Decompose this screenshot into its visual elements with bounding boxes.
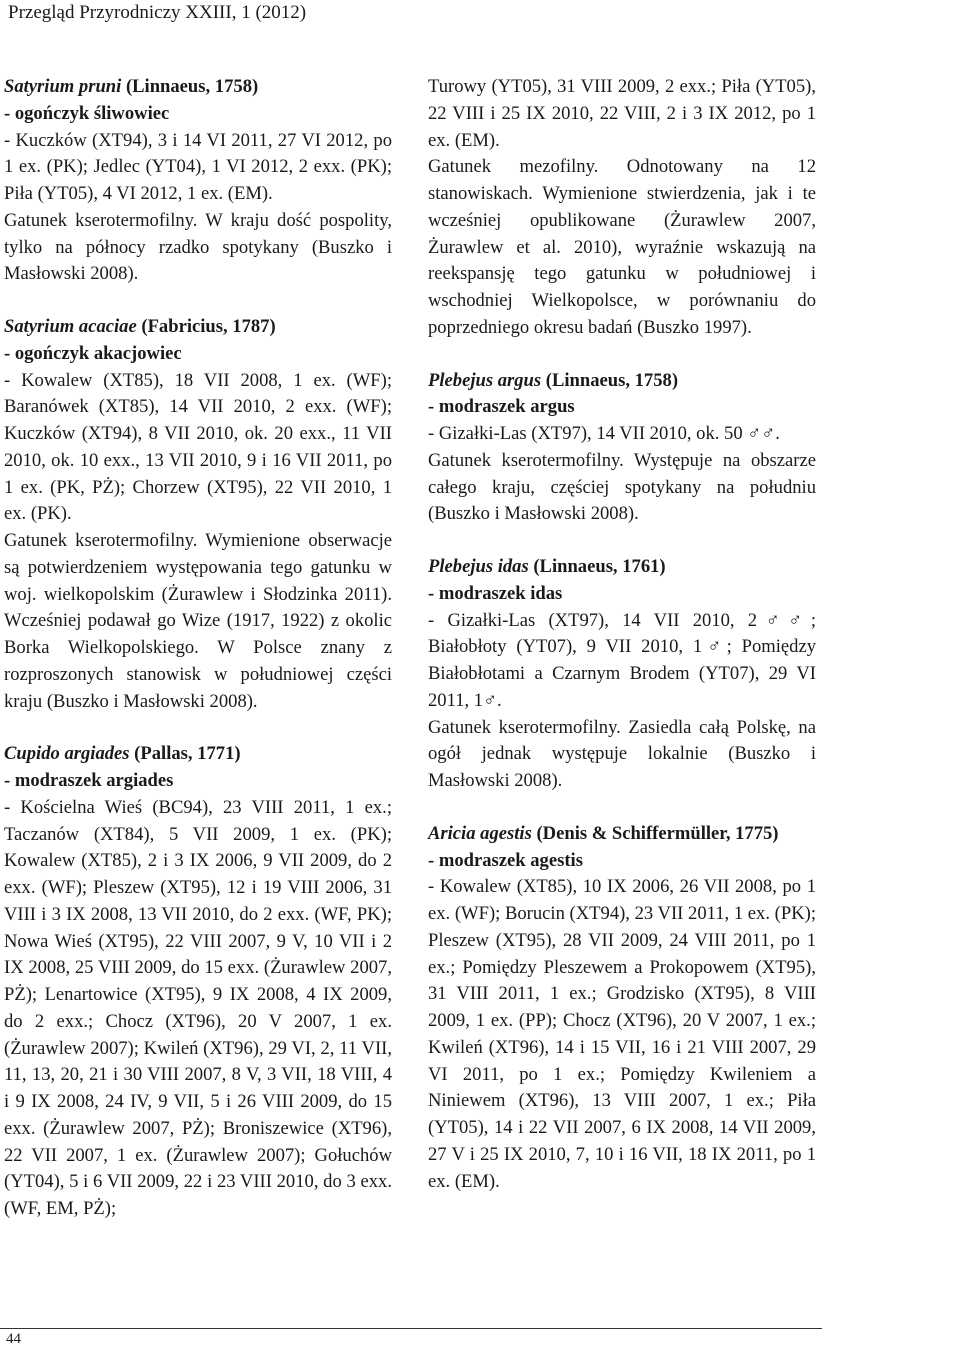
footer-rule: [0, 1328, 822, 1329]
common-name: - ogończyk akacjowiec: [4, 342, 182, 364]
species-entry: [4, 741, 392, 1223]
note-text: Gatunek kserotermofilny. Występuje na obszarze całego kraju, częściej spotykany na południu (Buszko i Masłowski 2008).: [428, 449, 816, 525]
species-entry: [428, 821, 816, 1196]
species-name: Cupido argiades: [4, 743, 130, 765]
note-text: Gatunek kserotermofilny. Zasiedla całą Polskę, na ogół jednak występuje lokalnie (Buszko i Masłowski 2008).: [428, 716, 816, 791]
records-text: - Gizałki-Las (XT97), 14 VII 2010, 2♂♂; Białobłoty (YT07), 9 VII 2010, 1♂; Pomiędzy Białobłotami a Czarnym Brodem (YT07), 29 VI 2011, 1♂.: [428, 609, 816, 711]
page-number: 44: [6, 1331, 21, 1347]
right-column: [428, 74, 816, 1221]
species-name: Aricia agestis: [428, 822, 532, 844]
species-entry: [4, 314, 392, 715]
species-heading: [428, 821, 816, 848]
species-entry: [428, 554, 816, 795]
common-name: - modraszek argus: [428, 396, 575, 418]
common-name: - modraszek idas: [428, 582, 563, 604]
species-name: Plebejus argus: [428, 369, 542, 391]
common-name: - modraszek argiades: [4, 770, 174, 791]
note-text: Gatunek mezofilny. Odnotowany na 12 stanowiskach. Wymienione stwierdzenia, jak i te wcześniej opublikowane (Żurawlew 2007, Żurawlew et al. 2010), wyraźnie wskazują na reekspansję tego gatunku w południowej i wschodniej Wielkopolsce, w porównaniu do poprzedniego okresu badań (Buszko 1997).: [428, 156, 816, 338]
left-column: [4, 74, 392, 1249]
species-heading: [428, 368, 816, 395]
records-text: - Gizałki-Las (XT97), 14 VII 2010, ok. 50 ♂♂.: [428, 423, 780, 444]
species-heading: [4, 314, 392, 341]
records-text: - Kuczków (XT94), 3 i 14 VI 2011, 27 VI 2012, po 1 ex. (PK); Jedlec (YT04), 1 VI 2012, 2 exx. (PK); Piła (YT05), 4 VI 2012, 1 ex. (EM).: [4, 129, 392, 204]
species-author: (Fabricius, 1787): [136, 316, 276, 337]
species-author: (Linnaeus, 1761): [528, 556, 666, 577]
species-author: (Linnaeus, 1758): [121, 76, 259, 97]
records-text: - Kowalew (XT85), 18 VII 2008, 1 ex. (WF); Baranówek (XT85), 14 VII 2010, 2 exx. (WF); Kuczków (XT94), 8 VII 2010, ok. 20 exx., 11 VII 2010, ok. 10 exx., 13 VII 2010, 9 i 16 VII 2011, po 1 ex. (PK, PŻ); Chorzew (XT95), 22 VII 2010, 1 ex. (PK).: [4, 369, 392, 525]
records-text: - Kowalew (XT85), 10 IX 2006, 26 VII 2008, po 1 ex. (WF); Borucin (XT94), 23 VII 2011, 1 ex. (PK); Pleszew (XT95), 28 VII 2009, 24 VIII 2011, po 1 ex.; Pomiędzy Pleszewem a Prokopowem (XT95), 31 VIII 2011, 1 ex.; Grodzisko (XT95), 8 VIII 2009, 1 ex. (PP); Chocz (XT96), 20 V 2007, 1 ex.; Kwileń (XT96), 14 i 15 VII, 16 i 21 VIII 2007, 29 VI 2011, po 1 ex.; Pomiędzy Kwileniem a Niniewem (XT96), 13 VIII 2007, 1 ex.; Piła (YT05), 14 i 22 VII 2007, 6 IX 2008, 14 VII 2009, 27 V i 25 IX 2010, 7, 10 i 16 VII, 18 IX 2011, po 1 ex. (EM).: [428, 876, 816, 1192]
species-name: Satyrium acaciae: [4, 316, 137, 337]
common-name: - modraszek agestis: [428, 849, 583, 871]
species-author: (Linnaeus, 1758): [541, 369, 679, 391]
records-text: - Kościelna Wieś (BC94), 23 VIII 2011, 1 ex.; Taczanów (XT84), 5 VII 2009, 1 ex. (PK); Kowalew (XT85), 2 i 3 IX 2006, 9 VII 2009, do 2 exx. (WF); Pleszew (XT95), 12 i 19 VIII 2006, 31 VIII i 3 IX 2008, 13 VII 2010, do 2 exx. (WF, PK); Nowa Wieś (XT95), 22 VIII 2007, 9 V, 10 VII i 2 IX 2008, 25 VIII 2009, do 15 exx. (Żurawlew 2007, PŻ); Lenartowice (XT95), 9 IX 2008, 4 IX 2009, do 2 exx.; Chocz (XT96), 20 V 2007, 1 ex. (Żurawlew 2007); Kwileń (XT96), 29 VI, 2, 11 VII, 11, 13, 20, 21 i 30 VIII 2007, 8 V, 3 VII, 18 VIII, 4 i 9 IX 2008, 24 IV, 9 VII, 5 i 26 VIII 2009, do 15 exx. (Żurawlew 2007, PŻ); Broniszewice (XT96), 22 VII 2007, 1 ex. (Żurawlew 2007); Gołuchów (YT04), 5 i 6 VII 2009, 22 i 23 VIII 2010, do 3 exx. (WF, EM, PŻ);: [4, 796, 392, 1219]
species-author: (Denis & Schiffermüller, 1775): [531, 822, 779, 844]
species-name: Satyrium pruni: [4, 76, 122, 97]
species-author: (Pallas, 1771): [129, 743, 241, 765]
records-text: Turowy (YT05), 31 VIII 2009, 2 exx.; Piła (YT05), 22 VIII i 25 IX 2010, 22 VIII, 2 i 3 IX 2012, po 1 ex. (EM).: [428, 76, 816, 151]
common-name: - ogończyk śliwowiec: [4, 102, 170, 124]
note-text: Gatunek kserotermofilny. Wymienione obserwacje są potwierdzeniem występowania tego gatunku w woj. wielkopolskim (Żurawlew i Słodzinka 2011). Wcześniej podawał go Wize (1917, 1922) z okolic Borka Wielkopolskiego. W Polsce znany z rozproszonych stanowisk w południowej części kraju (Buszko i Masłowski 2008).: [4, 530, 392, 712]
species-heading: [428, 554, 816, 581]
species-heading: [4, 74, 392, 101]
species-name: Plebejus idas: [428, 556, 529, 577]
species-entry-continued: [428, 74, 816, 342]
species-entry: [428, 368, 816, 529]
species-heading: [4, 741, 392, 768]
running-head: Przegląd Przyrodniczy XXIII, 1 (2012): [8, 2, 307, 23]
note-text: Gatunek kserotermofilny. W kraju dość pospolity, tylko na północy rzadko spotykany (Buszko i Masłowski 2008).: [4, 209, 392, 285]
species-entry: [4, 74, 392, 288]
